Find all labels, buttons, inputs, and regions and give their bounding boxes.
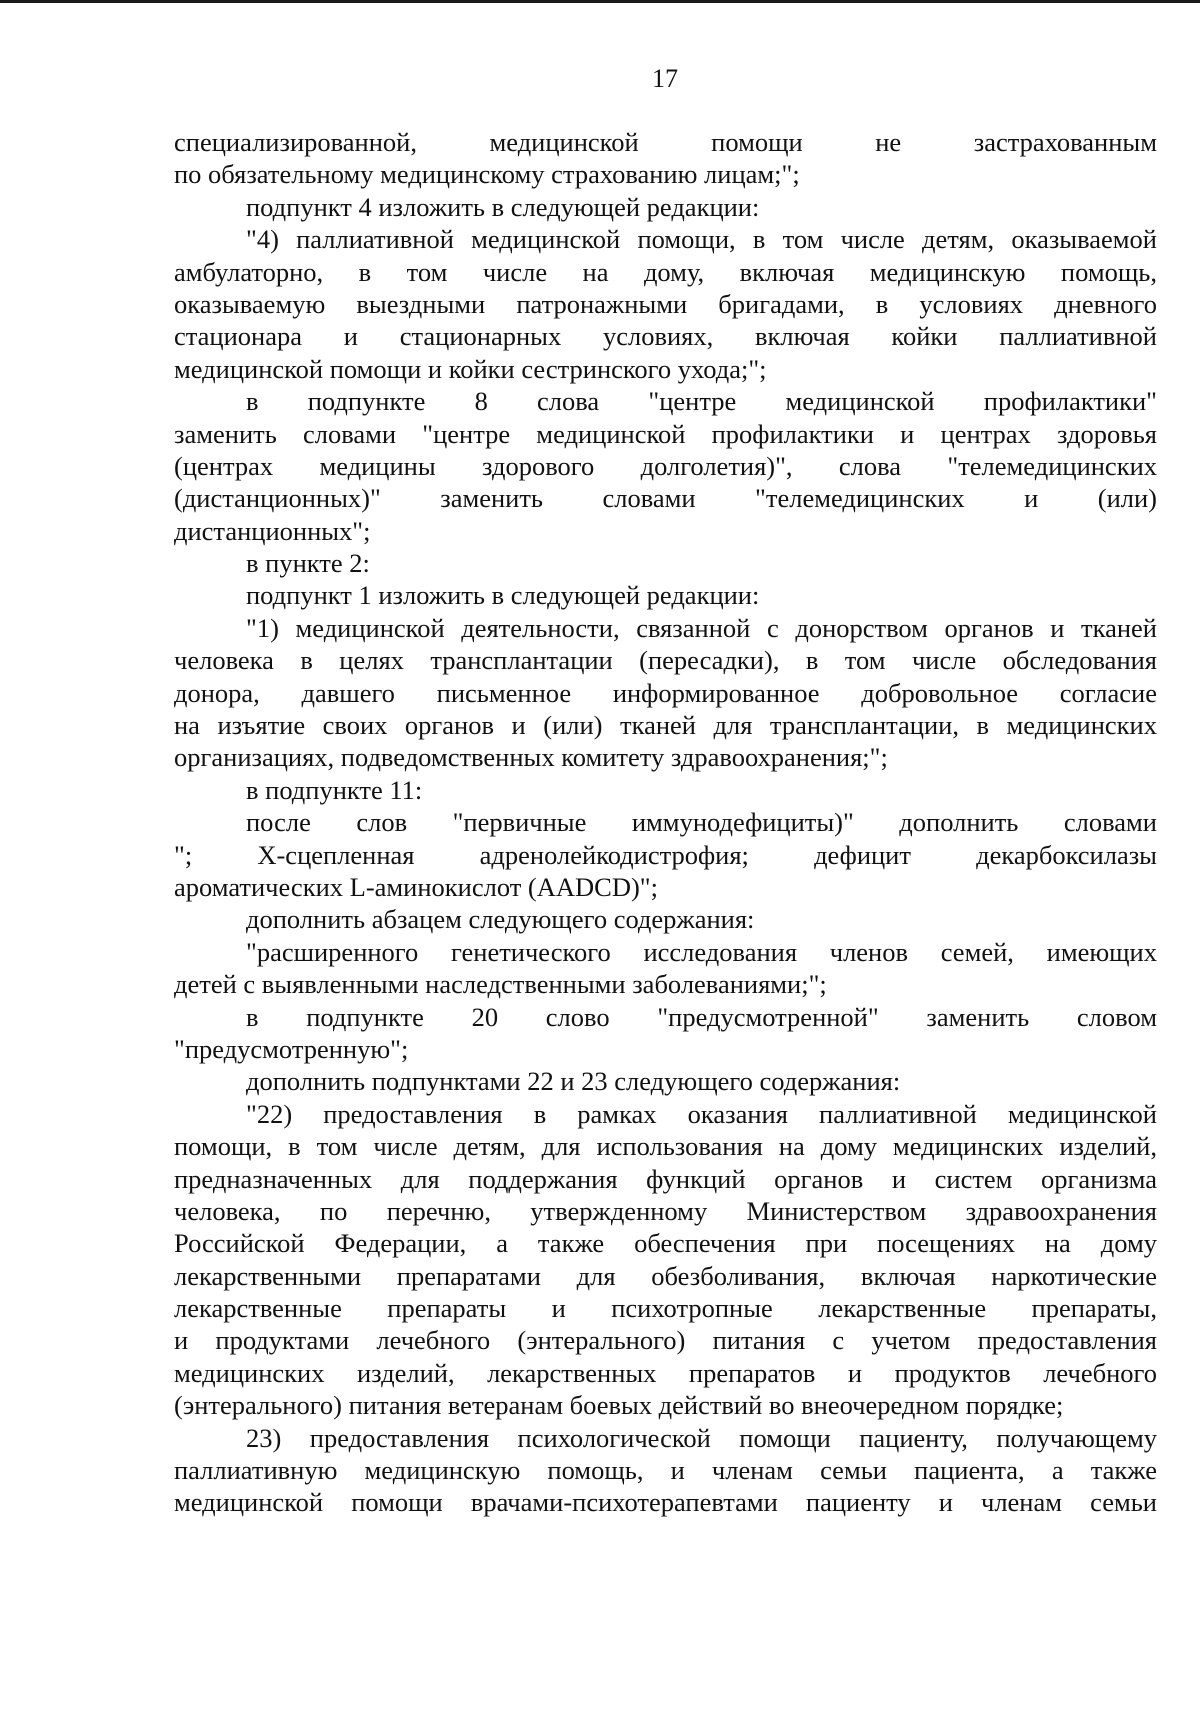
top-border-line [0,0,1200,3]
text-line: "22) предоставления в рамках оказания паллиативной медицинской [246,1098,1157,1129]
text-line: амбулаторно, в том числе на дому, включая медицинскую помощь, [174,256,1157,287]
text-line: по обязательному медицинскому страхованию лицам;"; [174,159,800,190]
text-line: дополнить абзацем следующего содержания: [246,904,755,935]
page-number: 17 [652,64,678,93]
text-line: (дистанционных)" заменить словами "телемедицинских и (или) [174,483,1157,514]
text-line: и продуктами лечебного (энтерального) питания с учетом предоставления [174,1325,1157,1356]
text-line: медицинской помощи врачами-психотерапевтами пациенту и членам семьи [174,1487,1157,1518]
text-line: заменить словами "центре медицинской профилактики и центрах здоровья [174,418,1157,449]
text-line: медицинской помощи и койки сестринского ухода;"; [174,353,767,384]
text-line: Российской Федерации, а также обеспечения при посещениях на дому [174,1228,1157,1259]
text-line: в пункте 2: [246,548,370,579]
text-line: "1) медицинской деятельности, связанной с донорством органов и тканей [246,612,1157,643]
text-line: предназначенных для поддержания функций органов и систем организма [174,1163,1157,1194]
text-line: человека в целях трансплантации (пересадки), в том числе обследования [174,645,1157,676]
text-line: в подпункте 11: [246,774,423,805]
text-line: дистанционных"; [174,515,371,546]
text-line: лекарственные препараты и психотропные лекарственные препараты, [174,1293,1157,1324]
text-line: человека, по перечню, утвержденному Министерством здравоохранения [174,1195,1157,1226]
text-line: паллиативную медицинскую помощь, и членам семьи пациента, а также [174,1455,1157,1486]
text-line: оказываемую выездными патронажными бригадами, в условиях дневного [174,288,1157,319]
text-line: в подпункте 8 слова "центре медицинской профилактики" [246,386,1157,417]
document-body [174,126,1157,1519]
text-line: лекарственными препаратами для обезболивания, включая наркотические [174,1260,1157,1291]
text-line: после слов "первичные иммунодефициты)" дополнить словами [246,807,1157,838]
text-line: ароматических L-аминокислот (AADCD)"; [174,871,658,902]
text-line: "; Х-сцепленная адренолейкодистрофия; дефицит декарбоксилазы [174,839,1157,870]
text-line: (энтерального) питания ветеранам боевых действий во внеочередном порядке; [174,1390,1064,1421]
text-line: стационара и стационарных условиях, включая койки паллиативной [174,321,1157,352]
text-line: специализированной, медицинской помощи не застрахованным [174,127,1157,157]
text-line: медицинских изделий, лекарственных препаратов и продуктов лечебного [174,1357,1157,1388]
text-line: в подпункте 20 слово "предусмотренной" заменить словом [246,1001,1157,1032]
text-line: детей с выявленными наследственными заболеваниями;"; [174,969,827,1000]
text-line: (центрах медицины здорового долголетия)", слова "телемедицинских [174,450,1157,481]
text-line: "предусмотренную"; [174,1033,409,1064]
text-line: подпункт 4 изложить в следующей редакции: [246,191,760,222]
text-line: "4) паллиативной медицинской помощи, в том числе детям, оказываемой [246,224,1157,255]
text-line: на изъятие своих органов и (или) тканей для трансплантации, в медицинских [174,710,1157,741]
text-line: донора, давшего письменное информированное добровольное согласие [174,677,1157,708]
text-line: 23) предоставления психологической помощи пациенту, получающему [246,1422,1157,1453]
text-line: помощи, в том числе детям, для использования на дому медицинских изделий, [174,1131,1157,1162]
text-line: "расширенного генетического исследования членов семей, имеющих [246,936,1157,967]
text-line: подпункт 1 изложить в следующей редакции: [246,580,760,611]
text-line: дополнить подпунктами 22 и 23 следующего содержания: [246,1066,901,1097]
text-line: организациях, подведомственных комитету здравоохранения;"; [174,742,888,773]
